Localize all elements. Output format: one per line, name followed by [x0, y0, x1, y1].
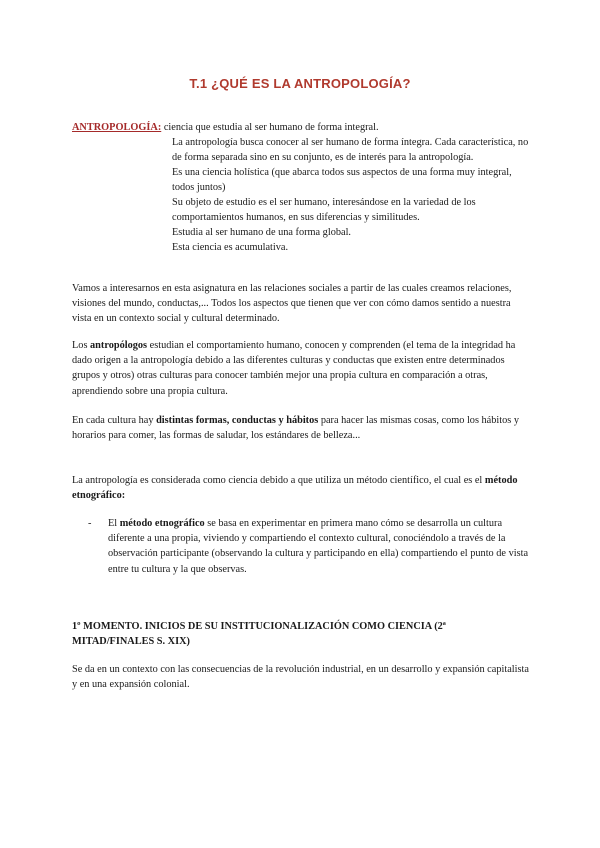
bullet-item — [72, 516, 530, 577]
bullet-dash: - — [88, 518, 92, 529]
definition-term: ANTROPOLOGÍA: — [72, 122, 162, 133]
definition-line: Su objeto de estudio es el ser humano, interesándose en la variedad de los comportamientos humanos, en sus diferencias y similitudes. — [172, 197, 476, 223]
paragraph-cultures — [72, 413, 530, 443]
page-title: T.1 ¿QUÉ ES LA ANTROPOLOGÍA? — [189, 76, 411, 91]
section-heading: 1º MOMENTO. INICIOS DE SU INSTITUCIONALIZACIÓN COMO CIENCIA (2ª MITAD/FINALES S. XIX) — [72, 621, 446, 647]
text-run: La antropología es considerada como ciencia debido a que utiliza un método científico, el cual es el — [72, 475, 485, 486]
bold-term: método etnográfico: — [72, 475, 518, 502]
bold-term: método etnográfico — [119, 518, 205, 529]
text-run: El — [108, 518, 120, 529]
definition-block — [72, 120, 532, 255]
text-run: se basa en experimentar en primera mano cómo se desarrolla un cultura diferente a una propia, viviendo y compartiendo el contexto cultural, conociéndolo a través de la observación participante (observando la cultura y participando en ella) compartiendo el punto de vista entre tu cultura y la que observas. — [108, 518, 529, 575]
text-run: Los — [72, 340, 91, 351]
bold-term: antropólogos — [90, 340, 148, 351]
definition-line: La antropología busca conocer al ser humano de forma íntegra. Cada característica, no de forma separada sino en su conjunto, es de interés para la antropología. — [172, 137, 529, 163]
paragraph-relations: Vamos a interesarnos en esta asignatura en las relaciones sociales a partir de las cuales creamos relaciones, visiones del mundo, conductas,... Todos los aspectos que tienen que ver con cómo damos sentido a nuestra vista en un contexto social y cultural determinado. — [72, 283, 512, 325]
paragraph-context: Se da en un contexto con las consecuencias de la revolución industrial, en un desarrollo y expansión capitalista y en una expansión colonial. — [72, 664, 529, 691]
definition-line: Es una ciencia holística (que abarca todos sus aspectos de una forma muy integral, todos juntos) — [172, 167, 512, 193]
paragraph-science — [72, 473, 530, 503]
paragraph-anthropologists — [72, 338, 530, 399]
bullet-text — [108, 516, 530, 577]
text-run: estudian el comportamiento humano, conocen y comprenden (el tema de la integridad ha dado origen a la antropología debido a las diferentes culturas y conductas que existen entre determinados grupos y otros) otras culturas para conocer también mejor una propia cultura en comparación a otras, aprendiendo sobre una propia cultura. — [72, 340, 516, 397]
bold-term: distintas formas, conductas y hábitos — [156, 415, 319, 426]
definition-first-line — [72, 120, 532, 135]
definition-line: Esta ciencia es acumulativa. — [172, 242, 289, 253]
definition-text: ciencia que estudia al ser humano de forma integral. — [161, 122, 379, 133]
text-run: En cada cultura hay — [72, 415, 157, 426]
definition-line: Estudia al ser humano de una forma global. — [172, 227, 351, 238]
text-run: para hacer las mismas cosas, como los hábitos y horarios para comer, las formas de saludar, los estándares de belleza... — [72, 415, 520, 442]
